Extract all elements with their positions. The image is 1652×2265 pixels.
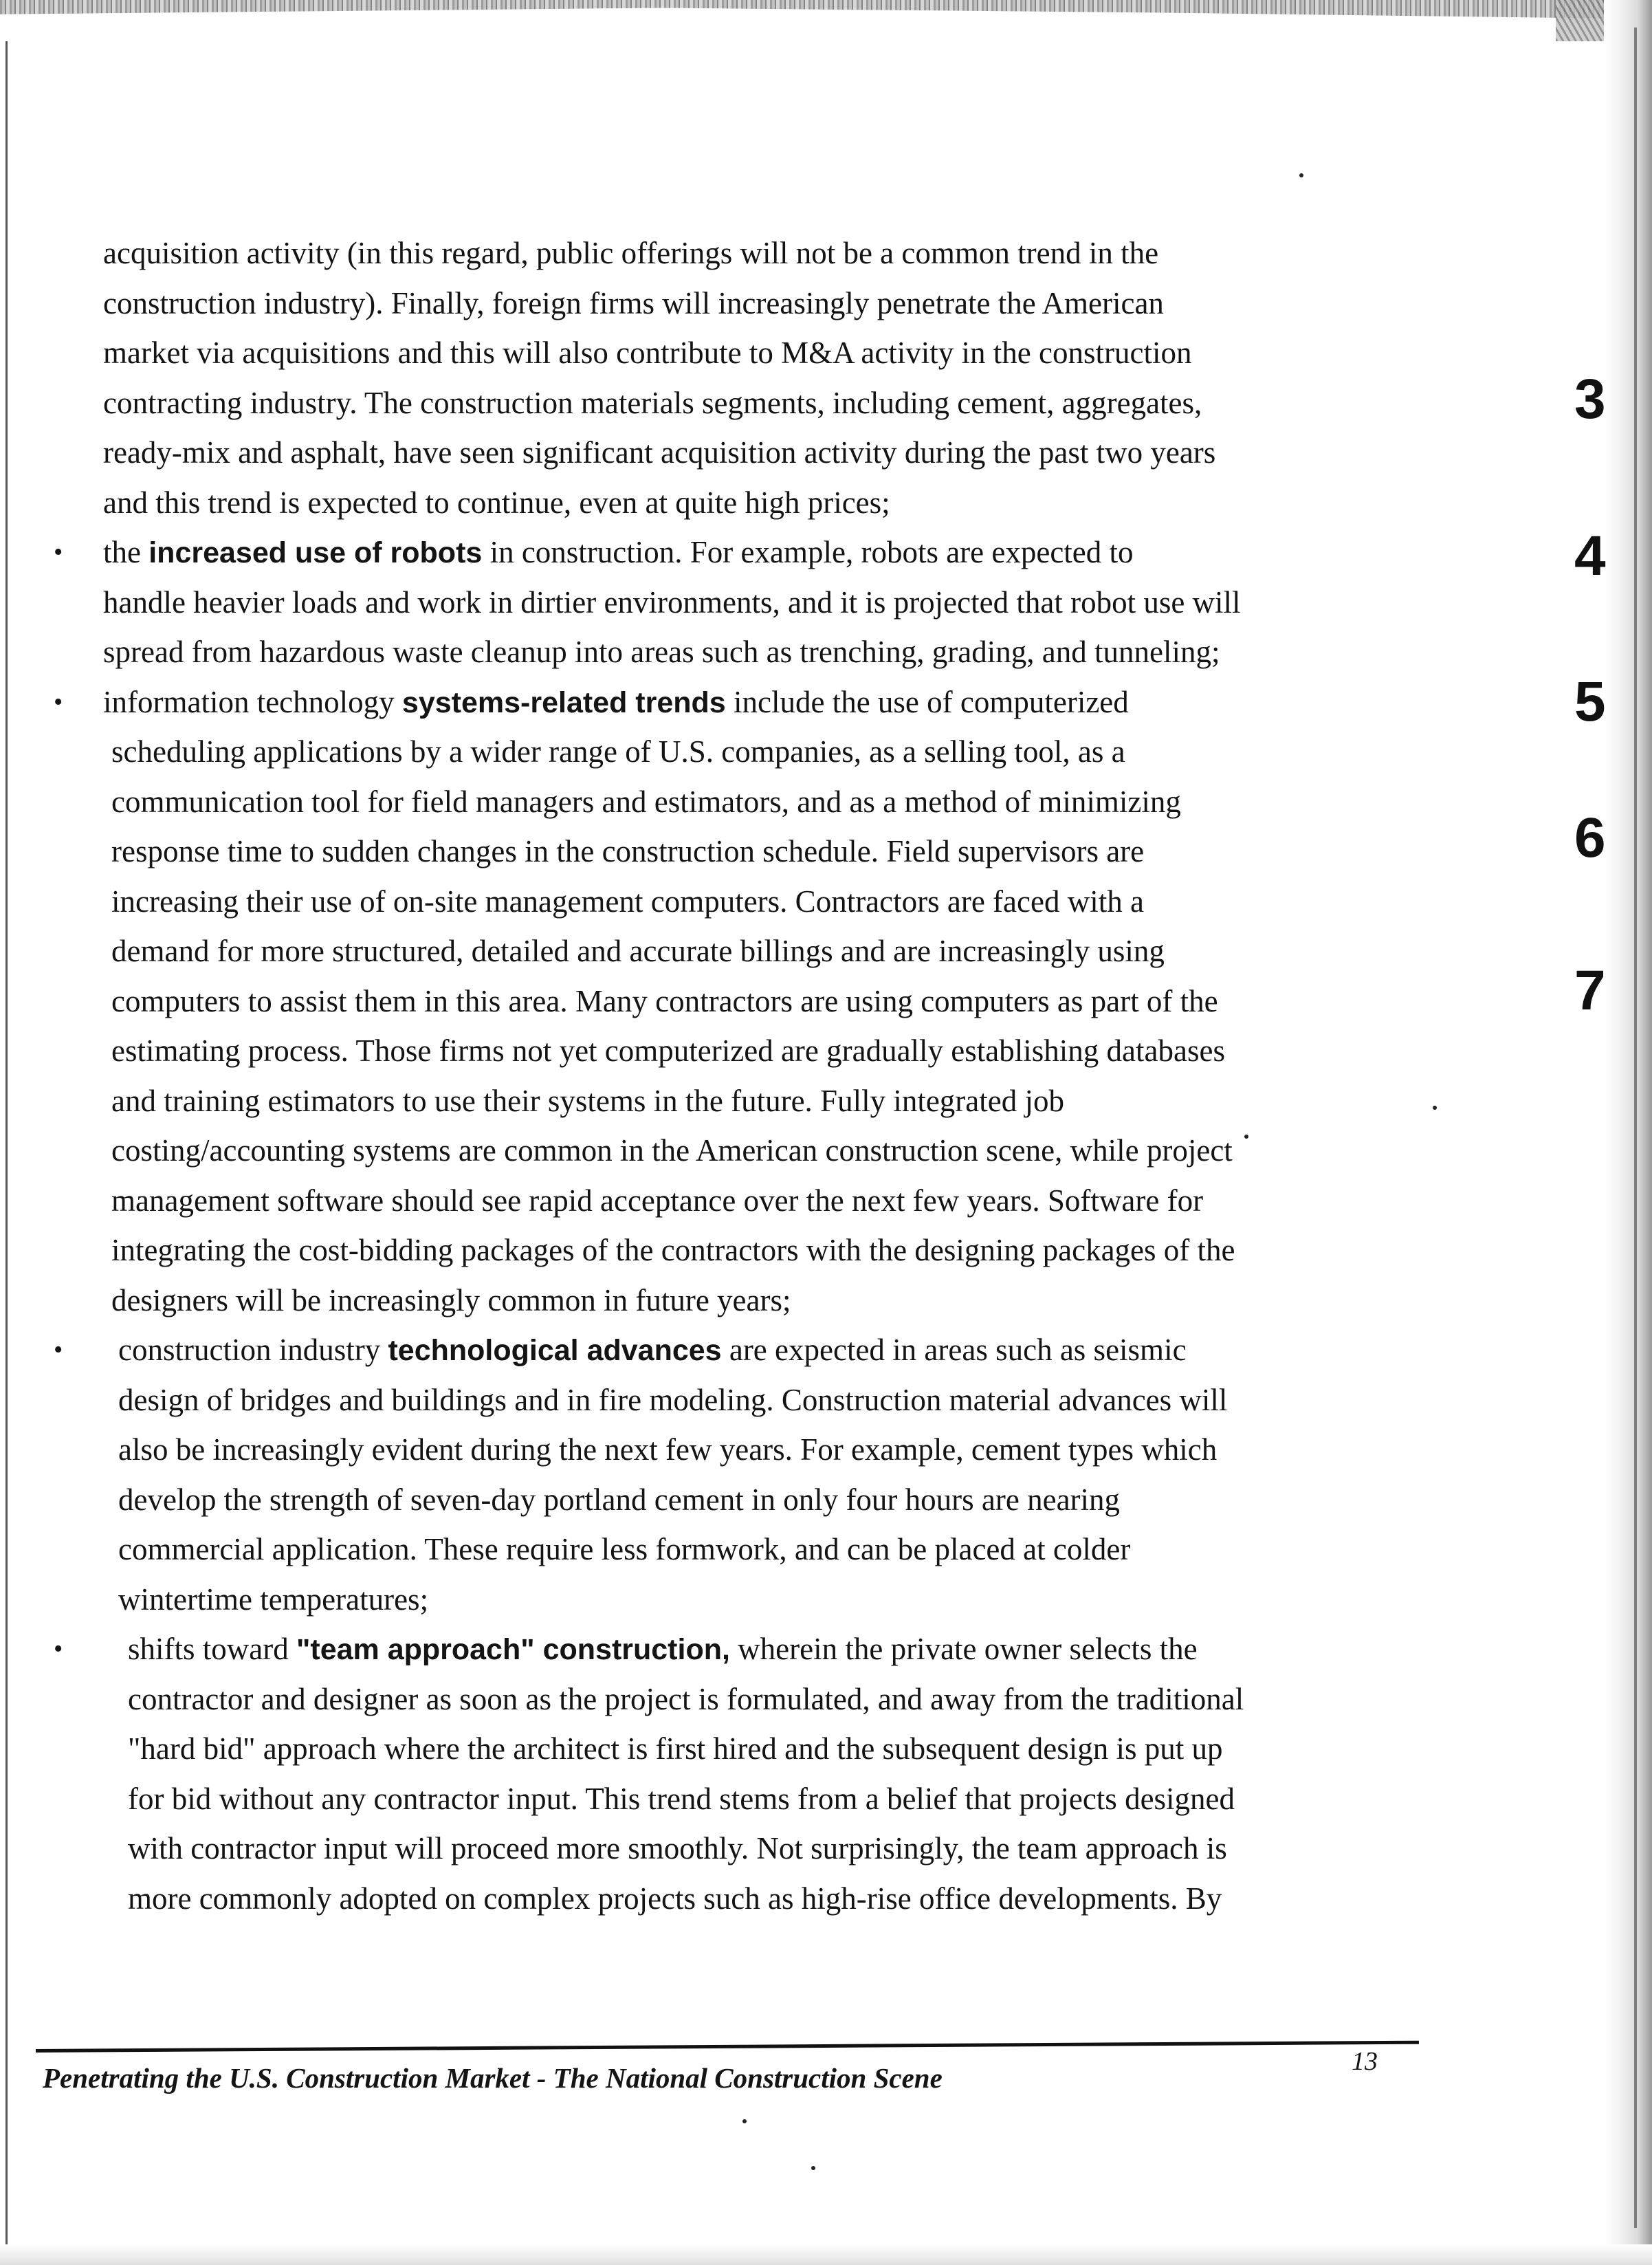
text-line <box>103 578 1409 628</box>
line-text: acquisition activity (in this regard, public offerings will not be a common trend in the <box>103 236 1159 270</box>
bullet-line <box>54 1624 1409 1674</box>
scan-speck <box>1433 1106 1437 1110</box>
line-text: and training estimators to use their systems in the future. Fully integrated job <box>111 1083 1064 1118</box>
text-line <box>103 1126 1409 1176</box>
text-line <box>103 827 1409 877</box>
text-line <box>103 976 1409 1027</box>
page-number: 13 <box>1352 2047 1378 2076</box>
line-text: contractor and designer as soon as the project is formulated, and away from the traditional <box>128 1681 1244 1716</box>
text-line <box>103 1425 1409 1475</box>
bullet-marker: • <box>54 687 63 716</box>
text-line <box>103 877 1409 927</box>
line-text-continued: include the use of computerized <box>725 684 1129 719</box>
line-text: information technology <box>103 684 402 719</box>
line-text: also be increasingly evident during the next few years. For example, cement types which <box>118 1432 1218 1467</box>
margin-tab-3: 3 <box>1574 368 1606 430</box>
margin-tab-7: 7 <box>1574 959 1606 1022</box>
line-text-continued: wherein the private owner selects the <box>729 1632 1198 1666</box>
text-line <box>103 328 1409 378</box>
bold-phrase: increased use of robots <box>148 536 483 569</box>
line-text: designers will be increasingly common in future years; <box>111 1282 791 1317</box>
line-text: spread from hazardous waste cleanup into areas such as trenching, grading, and tunneling; <box>103 635 1220 669</box>
margin-tab-numbers <box>1574 0 1652 2265</box>
line-text: integrating the cost-bidding packages of the contractors with the designing packages of the <box>111 1233 1235 1267</box>
footer-rule <box>36 2041 1419 2053</box>
line-text: construction industry <box>118 1333 388 1367</box>
line-text: increasing their use of on-site management computers. Contractors are faced with a <box>111 884 1144 919</box>
bullet-marker: • <box>54 1335 63 1364</box>
text-line <box>103 1176 1409 1226</box>
bold-phrase: technological advances <box>388 1334 722 1367</box>
text-line <box>103 1475 1409 1525</box>
line-text: develop the strength of seven-day portland cement in only four hours are nearing <box>118 1482 1121 1517</box>
bullet-marker: • <box>54 1634 63 1663</box>
line-text: contracting industry. The construction materials segments, including cement, aggregates, <box>103 385 1202 420</box>
text-line <box>103 478 1409 528</box>
bullet-line <box>54 527 1409 578</box>
bold-phrase: systems-related trends <box>401 686 726 719</box>
text-line <box>103 1026 1409 1076</box>
text-line <box>103 627 1409 677</box>
bullet-line <box>54 1325 1409 1375</box>
bullet-marker: • <box>54 538 63 567</box>
text-line <box>103 278 1409 329</box>
line-text: shifts toward <box>128 1632 296 1666</box>
text-line <box>103 378 1409 428</box>
text-line <box>103 1774 1409 1824</box>
footer-title: Penetrating the U.S. Construction Market - The National Construction Scene <box>43 2062 943 2094</box>
line-text: computers to assist them in this area. Many contractors are using computers as part of the <box>111 983 1218 1018</box>
line-text: more commonly adopted on complex projects such as high-rise office developments. By <box>128 1881 1222 1916</box>
text-line <box>103 1824 1409 1874</box>
line-text: and this trend is expected to continue, even at quite high prices; <box>103 485 890 520</box>
line-text: response time to sudden changes in the construction schedule. Field supervisors are <box>111 834 1145 868</box>
text-line <box>103 1575 1409 1625</box>
line-text: costing/accounting systems are common in the American construction scene, while project <box>111 1133 1233 1168</box>
line-text: "hard bid" approach where the architect is first hired and the subsequent design is put up <box>128 1731 1223 1766</box>
bold-phrase: "team approach" construction, <box>296 1633 730 1666</box>
line-text: construction industry). Finally, foreign firms will increasingly penetrate the American <box>103 285 1164 320</box>
margin-tab-4: 4 <box>1574 525 1606 587</box>
line-text: wintertime temperatures; <box>118 1582 429 1617</box>
line-text: demand for more structured, detailed and accurate billings and are increasingly using <box>111 934 1165 968</box>
line-text: scheduling applications by a wider range of U.S. companies, as a selling tool, as a <box>111 734 1125 769</box>
body-text <box>54 228 1409 1923</box>
scan-top-edge <box>0 0 1652 32</box>
text-line <box>103 228 1409 278</box>
line-text: estimating process. Those firms not yet computerized are gradually establishing databases <box>111 1033 1225 1068</box>
text-line <box>103 1276 1409 1326</box>
bullet-line <box>54 677 1409 727</box>
line-text: commercial application. These require less formwork, and can be placed at colder <box>118 1532 1131 1566</box>
scan-speck <box>811 2166 815 2170</box>
line-text-continued: in construction. For example, robots are expected to <box>482 535 1134 569</box>
scan-bottom-edge <box>0 2244 1652 2265</box>
text-line <box>103 727 1409 777</box>
margin-tab-6: 6 <box>1574 807 1606 869</box>
line-text: communication tool for field managers and estimators, and as a method of minimizing <box>111 784 1181 819</box>
text-line <box>103 1076 1409 1126</box>
line-text: management software should see rapid acceptance over the next few years. Software for <box>111 1183 1204 1218</box>
scan-speck <box>1299 173 1303 177</box>
scan-speck <box>1244 1135 1248 1139</box>
text-line <box>103 1874 1409 1924</box>
text-line <box>103 777 1409 827</box>
line-text: with contractor input will proceed more smoothly. Not surprisingly, the team approach is <box>128 1831 1227 1865</box>
line-text: handle heavier loads and work in dirtier environments, and it is projected that robot use will <box>103 584 1241 620</box>
text-line <box>103 1524 1409 1575</box>
line-text: design of bridges and buildings and in fire modeling. Construction material advances will <box>118 1382 1228 1417</box>
line-text-continued: are expected in areas such as seismic <box>721 1333 1187 1367</box>
margin-tab-5: 5 <box>1574 670 1606 733</box>
text-line <box>103 926 1409 976</box>
text-line <box>103 1375 1409 1425</box>
line-text: market via acquisitions and this will also contribute to M&A activity in the construction <box>103 336 1192 370</box>
line-text: for bid without any contractor input. This trend stems from a belief that projects designed <box>128 1781 1235 1816</box>
scan-left-edge <box>5 41 8 2255</box>
scan-speck <box>742 2119 747 2123</box>
text-line <box>103 1724 1409 1774</box>
text-line <box>103 1225 1409 1276</box>
line-text: ready-mix and asphalt, have seen significant acquisition activity during the past two years <box>103 435 1216 470</box>
text-line <box>103 1674 1409 1725</box>
line-text: the <box>103 535 149 569</box>
text-line <box>103 428 1409 478</box>
